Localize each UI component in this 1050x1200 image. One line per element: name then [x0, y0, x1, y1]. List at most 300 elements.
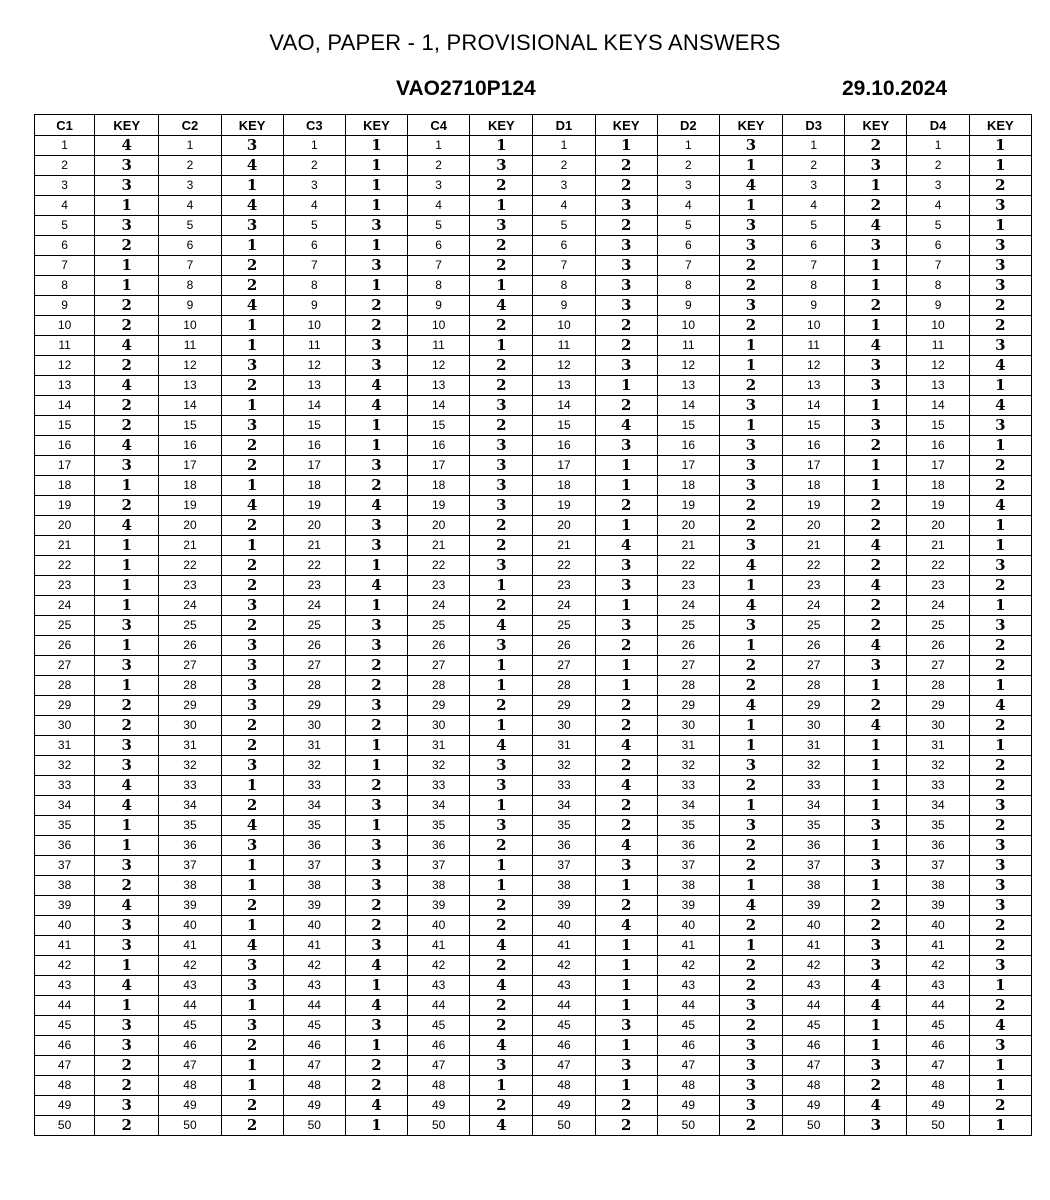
table-row: [35, 396, 1032, 416]
answer-key: 2: [719, 516, 782, 536]
question-number: 18: [907, 476, 969, 496]
question-number: 22: [159, 556, 221, 576]
table-row: [35, 876, 1032, 896]
answer-key: 2: [845, 136, 907, 156]
question-number: 46: [907, 1036, 969, 1056]
question-number: 11: [533, 336, 595, 356]
answer-key: 1: [470, 676, 533, 696]
answer-key: 2: [719, 836, 782, 856]
table-row: [35, 356, 1032, 376]
answer-key: 3: [95, 216, 159, 236]
answer-key: 1: [345, 156, 407, 176]
answer-key: 2: [470, 596, 533, 616]
answer-key: 3: [719, 616, 782, 636]
answer-key: 1: [719, 156, 782, 176]
answer-key: 3: [845, 1056, 907, 1076]
question-number: 36: [283, 836, 345, 856]
question-number: 37: [408, 856, 470, 876]
answer-key: 4: [595, 916, 657, 936]
table-row: [35, 296, 1032, 316]
answer-key: 2: [470, 1016, 533, 1036]
answer-key: 2: [969, 296, 1031, 316]
question-number: 36: [657, 836, 719, 856]
question-number: 10: [657, 316, 719, 336]
question-number: 34: [35, 796, 95, 816]
question-number: 23: [35, 576, 95, 596]
answer-key: 2: [221, 616, 283, 636]
answer-key: 2: [221, 256, 283, 276]
question-number: 3: [408, 176, 470, 196]
question-number: 13: [907, 376, 969, 396]
answer-key: 2: [221, 456, 283, 476]
answer-key: 3: [719, 1056, 782, 1076]
answer-key: 2: [969, 656, 1031, 676]
question-number: 24: [657, 596, 719, 616]
question-number: 45: [35, 1016, 95, 1036]
question-number: 42: [657, 956, 719, 976]
answer-key: 3: [719, 396, 782, 416]
answer-key: 1: [221, 336, 283, 356]
answer-key: 1: [95, 676, 159, 696]
question-number: 11: [35, 336, 95, 356]
question-number: 48: [657, 1076, 719, 1096]
question-number: 22: [783, 556, 845, 576]
answer-key: 4: [719, 896, 782, 916]
answer-key: 1: [470, 276, 533, 296]
answer-key: 4: [845, 536, 907, 556]
question-number: 20: [283, 516, 345, 536]
question-number: 26: [657, 636, 719, 656]
question-number: 11: [159, 336, 221, 356]
question-number: 32: [533, 756, 595, 776]
question-number: 16: [657, 436, 719, 456]
answer-key: 2: [845, 616, 907, 636]
question-number: 44: [159, 996, 221, 1016]
question-number: 35: [283, 816, 345, 836]
question-number: 26: [533, 636, 595, 656]
question-number: 40: [533, 916, 595, 936]
answer-key: 2: [221, 436, 283, 456]
answer-key: 2: [845, 916, 907, 936]
question-number: 3: [283, 176, 345, 196]
answer-key: 1: [345, 596, 407, 616]
answer-key: 3: [969, 336, 1031, 356]
question-number: 28: [35, 676, 95, 696]
answer-key: 2: [221, 1116, 283, 1136]
question-number: 46: [783, 1036, 845, 1056]
answer-key: 1: [221, 996, 283, 1016]
table-row: [35, 816, 1032, 836]
question-number: 27: [907, 656, 969, 676]
answer-key: 1: [470, 576, 533, 596]
question-number: 5: [283, 216, 345, 236]
answer-key: 2: [470, 516, 533, 536]
table-row: [35, 256, 1032, 276]
question-number: 8: [907, 276, 969, 296]
question-number: 32: [783, 756, 845, 776]
answer-key: 2: [969, 936, 1031, 956]
answer-key: 3: [595, 436, 657, 456]
table-row: [35, 136, 1032, 156]
question-number: 16: [159, 436, 221, 456]
question-number: 35: [657, 816, 719, 836]
answer-key: 3: [969, 616, 1031, 636]
answer-key: 3: [470, 396, 533, 416]
question-number: 9: [783, 296, 845, 316]
question-number: 26: [283, 636, 345, 656]
answer-key: 3: [345, 216, 407, 236]
question-number: 23: [657, 576, 719, 596]
question-number: 10: [408, 316, 470, 336]
table-row: [35, 896, 1032, 916]
question-number: 7: [533, 256, 595, 276]
table-row: [35, 576, 1032, 596]
question-number: 26: [408, 636, 470, 656]
answer-key: 3: [719, 436, 782, 456]
question-number: 15: [657, 416, 719, 436]
answer-key: 3: [719, 136, 782, 156]
question-number: 30: [783, 716, 845, 736]
question-number: 43: [657, 976, 719, 996]
question-number: 5: [35, 216, 95, 236]
answer-key: 2: [95, 396, 159, 416]
question-number: 29: [533, 696, 595, 716]
question-number: 21: [35, 536, 95, 556]
question-number: 12: [159, 356, 221, 376]
question-number: 16: [783, 436, 845, 456]
question-number: 33: [159, 776, 221, 796]
question-number: 43: [283, 976, 345, 996]
answer-key: 3: [345, 796, 407, 816]
answer-key: 1: [845, 316, 907, 336]
answer-key: 3: [969, 876, 1031, 896]
answer-key: 4: [470, 1036, 533, 1056]
question-number: 20: [907, 516, 969, 536]
question-number: 1: [783, 136, 845, 156]
answer-key: 1: [719, 716, 782, 736]
answer-key: 1: [221, 856, 283, 876]
answer-key: 4: [969, 496, 1031, 516]
question-number: 29: [35, 696, 95, 716]
answer-key: 2: [95, 876, 159, 896]
answer-key: 1: [845, 876, 907, 896]
question-number: 2: [408, 156, 470, 176]
question-number: 44: [283, 996, 345, 1016]
answer-key: 1: [470, 656, 533, 676]
answer-key: 4: [595, 536, 657, 556]
question-number: 17: [283, 456, 345, 476]
answer-key: 2: [719, 916, 782, 936]
answer-key: 3: [95, 456, 159, 476]
question-number: 25: [283, 616, 345, 636]
answer-key: 2: [845, 436, 907, 456]
answer-key: 2: [719, 316, 782, 336]
question-number: 4: [283, 196, 345, 216]
answer-key: 4: [845, 716, 907, 736]
question-number: 31: [907, 736, 969, 756]
answer-key: 1: [345, 736, 407, 756]
answer-key: 3: [595, 1016, 657, 1036]
answer-key: 3: [95, 1016, 159, 1036]
answer-key: 3: [345, 936, 407, 956]
answer-key: 3: [221, 676, 283, 696]
table-row: [35, 956, 1032, 976]
answer-key: 2: [345, 656, 407, 676]
question-number: 30: [408, 716, 470, 736]
question-number: 6: [657, 236, 719, 256]
key-column-header: KEY: [470, 115, 533, 136]
set-column-header: D2: [657, 115, 719, 136]
question-number: 9: [533, 296, 595, 316]
question-number: 48: [35, 1076, 95, 1096]
question-number: 32: [657, 756, 719, 776]
question-number: 2: [533, 156, 595, 176]
answer-key: 4: [345, 956, 407, 976]
answer-key: 2: [595, 696, 657, 716]
question-number: 36: [533, 836, 595, 856]
answer-key-table: [34, 114, 1032, 1136]
answer-key: 2: [595, 756, 657, 776]
answer-key: 2: [969, 576, 1031, 596]
question-number: 24: [283, 596, 345, 616]
question-number: 26: [907, 636, 969, 656]
answer-key: 1: [845, 736, 907, 756]
answer-key: 2: [95, 296, 159, 316]
question-number: 45: [283, 1016, 345, 1036]
question-number: 46: [35, 1036, 95, 1056]
answer-key: 3: [345, 636, 407, 656]
answer-key: 1: [845, 456, 907, 476]
answer-key: 2: [221, 376, 283, 396]
answer-key: 4: [95, 516, 159, 536]
answer-key: 1: [969, 1076, 1031, 1096]
answer-key: 1: [95, 836, 159, 856]
question-number: 13: [783, 376, 845, 396]
answer-key: 2: [595, 1096, 657, 1116]
question-number: 29: [783, 696, 845, 716]
answer-key: 1: [845, 1036, 907, 1056]
question-number: 17: [159, 456, 221, 476]
question-number: 9: [35, 296, 95, 316]
question-number: 39: [907, 896, 969, 916]
question-number: 49: [35, 1096, 95, 1116]
answer-key: 2: [470, 416, 533, 436]
question-number: 34: [657, 796, 719, 816]
question-number: 11: [408, 336, 470, 356]
answer-key: 1: [95, 256, 159, 276]
question-number: 40: [283, 916, 345, 936]
question-number: 9: [408, 296, 470, 316]
answer-key: 3: [845, 236, 907, 256]
question-number: 30: [35, 716, 95, 736]
table-row: [35, 796, 1032, 816]
answer-key: 3: [969, 416, 1031, 436]
question-number: 8: [783, 276, 845, 296]
question-number: 47: [35, 1056, 95, 1076]
answer-key: 1: [470, 716, 533, 736]
question-number: 19: [533, 496, 595, 516]
question-number: 8: [657, 276, 719, 296]
question-number: 31: [408, 736, 470, 756]
answer-key: 2: [345, 716, 407, 736]
answer-key: 2: [845, 196, 907, 216]
answer-key: 1: [95, 556, 159, 576]
question-number: 4: [783, 196, 845, 216]
answer-key: 4: [345, 996, 407, 1016]
answer-key: 3: [719, 756, 782, 776]
answer-key: 3: [470, 496, 533, 516]
question-number: 39: [35, 896, 95, 916]
answer-key: 3: [470, 556, 533, 576]
answer-key: 3: [845, 656, 907, 676]
answer-key: 2: [719, 376, 782, 396]
question-number: 8: [283, 276, 345, 296]
answer-key: 2: [595, 176, 657, 196]
answer-key: 4: [470, 296, 533, 316]
answer-key: 2: [595, 1116, 657, 1136]
question-number: 37: [907, 856, 969, 876]
answer-key: 4: [719, 176, 782, 196]
question-number: 14: [533, 396, 595, 416]
question-number: 42: [533, 956, 595, 976]
question-number: 38: [159, 876, 221, 896]
answer-key: 2: [221, 736, 283, 756]
question-number: 37: [35, 856, 95, 876]
question-number: 16: [408, 436, 470, 456]
answer-key: 3: [95, 936, 159, 956]
answer-key: 2: [969, 716, 1031, 736]
question-number: 41: [907, 936, 969, 956]
question-number: 24: [533, 596, 595, 616]
answer-key: 2: [470, 536, 533, 556]
question-number: 41: [783, 936, 845, 956]
question-number: 24: [783, 596, 845, 616]
answer-key: 4: [845, 996, 907, 1016]
question-number: 45: [159, 1016, 221, 1036]
answer-key: 3: [221, 756, 283, 776]
question-number: 22: [283, 556, 345, 576]
answer-key: 3: [595, 276, 657, 296]
answer-key: 2: [595, 796, 657, 816]
answer-key: 4: [345, 376, 407, 396]
question-number: 35: [408, 816, 470, 836]
answer-key: 2: [845, 296, 907, 316]
answer-key: 1: [719, 416, 782, 436]
question-number: 34: [783, 796, 845, 816]
question-number: 4: [408, 196, 470, 216]
question-number: 31: [657, 736, 719, 756]
question-number: 45: [783, 1016, 845, 1036]
answer-key: 3: [595, 356, 657, 376]
answer-key: 2: [221, 796, 283, 816]
answer-key: 3: [595, 296, 657, 316]
answer-key: 1: [595, 1036, 657, 1056]
question-number: 45: [907, 1016, 969, 1036]
answer-key: 2: [95, 1076, 159, 1096]
answer-key: 4: [95, 896, 159, 916]
question-number: 37: [533, 856, 595, 876]
answer-key: 3: [221, 656, 283, 676]
table-body: [35, 136, 1032, 1136]
question-number: 32: [159, 756, 221, 776]
question-number: 29: [283, 696, 345, 716]
answer-key: 2: [719, 256, 782, 276]
question-number: 31: [533, 736, 595, 756]
answer-key: 4: [95, 796, 159, 816]
answer-key: 3: [845, 1116, 907, 1136]
question-number: 11: [657, 336, 719, 356]
answer-key: 1: [345, 436, 407, 456]
answer-key: 1: [470, 196, 533, 216]
answer-key: 3: [969, 236, 1031, 256]
question-number: 23: [408, 576, 470, 596]
answer-key: 3: [345, 616, 407, 636]
answer-key: 2: [95, 236, 159, 256]
question-number: 32: [283, 756, 345, 776]
question-number: 19: [159, 496, 221, 516]
answer-key: 2: [969, 996, 1031, 1016]
question-number: 41: [283, 936, 345, 956]
answer-key: 3: [221, 696, 283, 716]
answer-key: 3: [470, 1056, 533, 1076]
question-number: 44: [533, 996, 595, 1016]
question-number: 5: [533, 216, 595, 236]
key-column-header: KEY: [95, 115, 159, 136]
question-number: 42: [159, 956, 221, 976]
question-number: 12: [408, 356, 470, 376]
answer-key: 2: [595, 716, 657, 736]
answer-key: 1: [719, 736, 782, 756]
question-number: 10: [283, 316, 345, 336]
answer-key: 4: [221, 816, 283, 836]
answer-key: 1: [845, 476, 907, 496]
answer-key: 4: [845, 976, 907, 996]
answer-key: 1: [95, 476, 159, 496]
answer-key: 1: [969, 976, 1031, 996]
question-number: 19: [35, 496, 95, 516]
answer-key: 3: [845, 416, 907, 436]
answer-key: 2: [95, 1056, 159, 1076]
question-number: 38: [907, 876, 969, 896]
table-row: [35, 176, 1032, 196]
question-number: 17: [657, 456, 719, 476]
answer-key: 3: [95, 176, 159, 196]
question-number: 35: [159, 816, 221, 836]
question-number: 25: [35, 616, 95, 636]
answer-key: 1: [345, 236, 407, 256]
question-number: 49: [533, 1096, 595, 1116]
answer-key: 4: [221, 196, 283, 216]
answer-key: 3: [969, 1036, 1031, 1056]
question-number: 43: [533, 976, 595, 996]
answer-key: 2: [595, 496, 657, 516]
question-number: 27: [159, 656, 221, 676]
question-number: 38: [408, 876, 470, 896]
question-number: 33: [657, 776, 719, 796]
question-number: 20: [657, 516, 719, 536]
answer-key: 3: [345, 456, 407, 476]
answer-key: 2: [969, 476, 1031, 496]
table-row: [35, 616, 1032, 636]
question-number: 30: [533, 716, 595, 736]
question-number: 3: [159, 176, 221, 196]
key-column-header: KEY: [845, 115, 907, 136]
answer-key: 3: [845, 856, 907, 876]
answer-key: 3: [345, 536, 407, 556]
answer-key: 4: [595, 776, 657, 796]
question-number: 17: [408, 456, 470, 476]
answer-key: 1: [345, 176, 407, 196]
